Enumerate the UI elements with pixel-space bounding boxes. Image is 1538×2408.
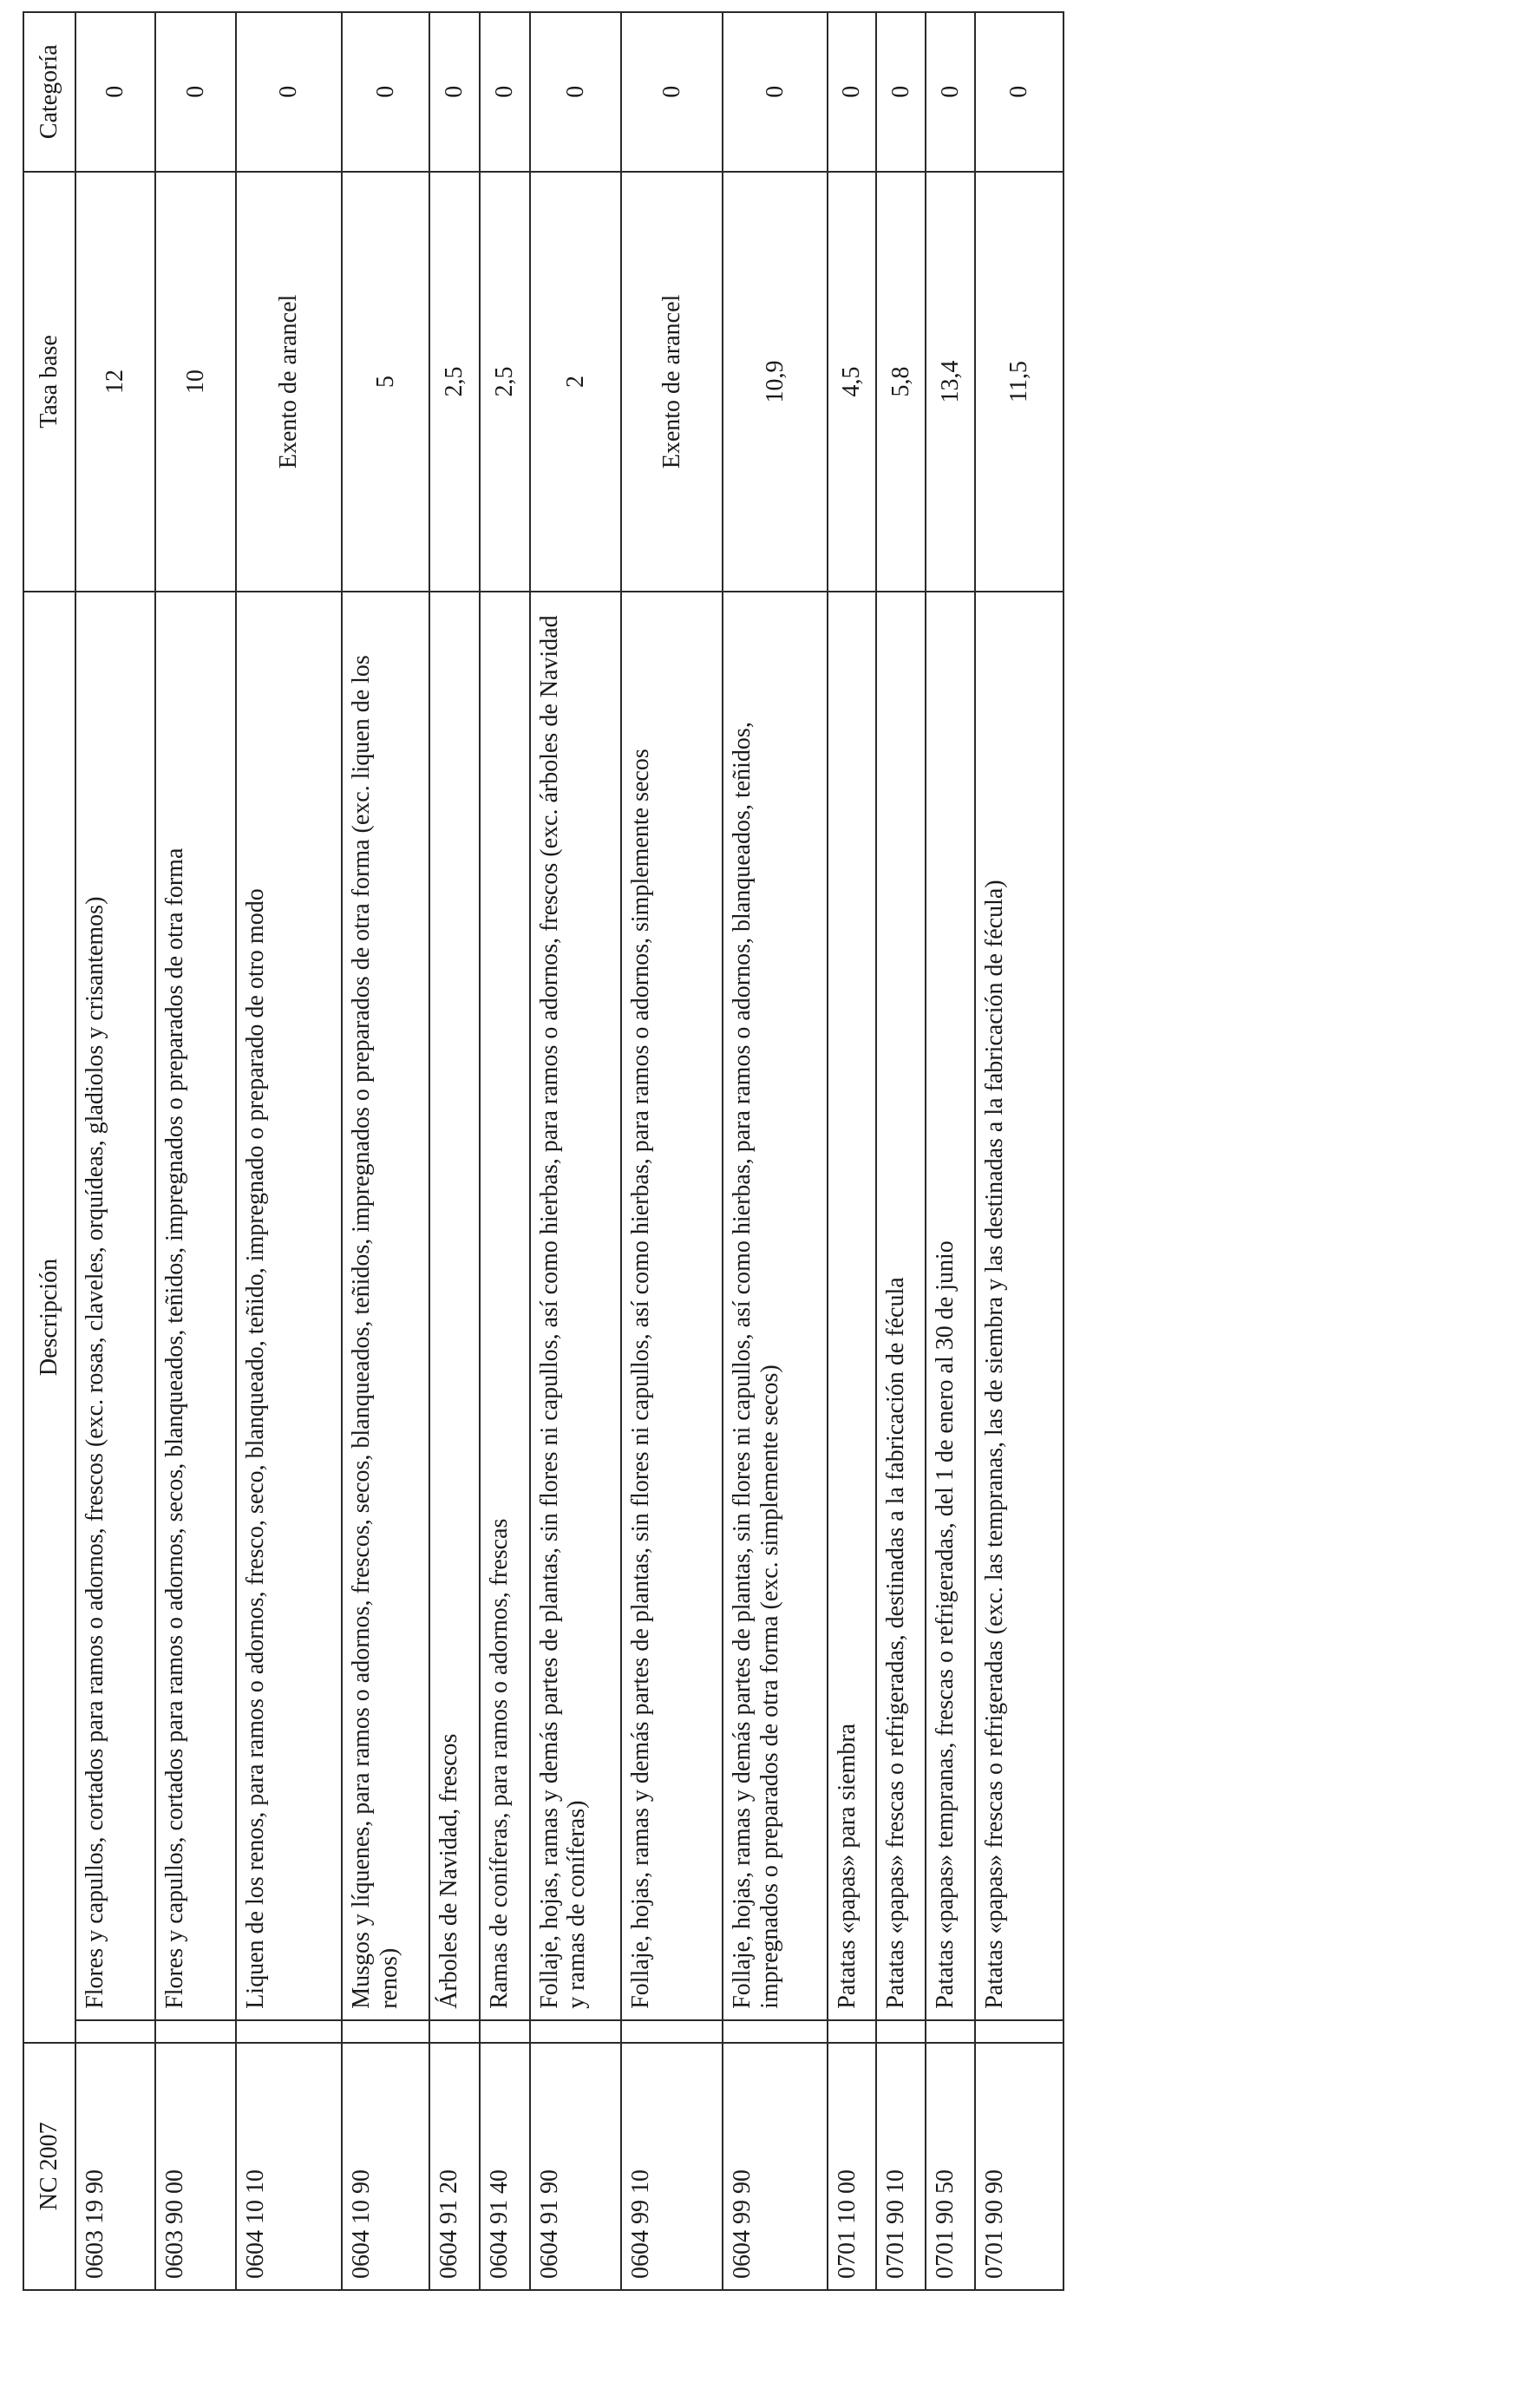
category: 0: [876, 12, 926, 172]
narrow-cell: [236, 2020, 343, 2043]
table-row: [236, 12, 343, 2290]
base-rate: 12: [75, 172, 155, 592]
narrow-cell: [723, 2020, 827, 2043]
description: Follaje, hojas, ramas y demás partes de plantas, sin flores ni capullos, así como hierbas, para ramos o adornos, blanqueados, teñidos, impregnados o preparados de otra forma (exc. simplemente secos): [723, 592, 827, 2019]
category: 0: [75, 12, 155, 172]
description: Patatas «papas» frescas o refrigeradas, destinadas a la fabricación de fécula: [876, 592, 926, 2019]
description: Flores y capullos, cortados para ramos o adornos, secos, blanqueados, teñidos, impregnados o preparados de otra forma: [155, 592, 236, 2019]
nc-code: 0604 99 10: [621, 2043, 723, 2290]
nc-code: 0604 91 40: [480, 2043, 530, 2290]
base-rate: 10,9: [723, 172, 827, 592]
header-nc: NC 2007: [23, 2043, 75, 2290]
table-row: [876, 12, 926, 2290]
description: Musgos y líquenes, para ramos o adornos, frescos, secos, blanqueados, teñidos, impregnados o preparados de otra forma (exc. liquen de los renos): [342, 592, 429, 2019]
narrow-cell: [429, 2020, 480, 2043]
table-row: [723, 12, 827, 2290]
category: 0: [828, 12, 877, 172]
narrow-cell: [621, 2020, 723, 2043]
table-row: [429, 12, 480, 2290]
nc-code: 0604 91 20: [429, 2043, 480, 2290]
header-rate: Tasa base: [23, 172, 75, 592]
tariff-table: [23, 11, 1064, 2291]
base-rate: Exento de arancel: [236, 172, 343, 592]
nc-code: 0701 90 90: [975, 2043, 1064, 2290]
narrow-cell: [926, 2020, 975, 2043]
narrow-cell: [530, 2020, 621, 2043]
narrow-cell: [342, 2020, 429, 2043]
table-row: [828, 12, 877, 2290]
base-rate: 2,5: [429, 172, 480, 592]
base-rate: Exento de arancel: [621, 172, 723, 592]
base-rate: 4,5: [828, 172, 877, 592]
table-row: [342, 12, 429, 2290]
base-rate: 10: [155, 172, 236, 592]
category: 0: [480, 12, 530, 172]
narrow-cell: [75, 2020, 155, 2043]
description: Follaje, hojas, ramas y demás partes de plantas, sin flores ni capullos, así como hierbas, para ramos o adornos, simplemente secos: [621, 592, 723, 2019]
category: 0: [530, 12, 621, 172]
base-rate: 5,8: [876, 172, 926, 592]
narrow-cell: [155, 2020, 236, 2043]
table-header-row: [23, 12, 75, 2290]
category: 0: [236, 12, 343, 172]
nc-code: 0701 90 10: [876, 2043, 926, 2290]
nc-code: 0604 10 10: [236, 2043, 343, 2290]
description: Patatas «papas» para siembra: [828, 592, 877, 2019]
nc-code: 0701 10 00: [828, 2043, 877, 2290]
narrow-cell: [876, 2020, 926, 2043]
category: 0: [975, 12, 1064, 172]
base-rate: 2,5: [480, 172, 530, 592]
category: 0: [342, 12, 429, 172]
description: Patatas «papas» frescas o refrigeradas (exc. las tempranas, las de siembra y las destinadas a la fabricación de fécula): [975, 592, 1064, 2019]
category: 0: [155, 12, 236, 172]
table-row: [75, 12, 155, 2290]
table-row: [975, 12, 1064, 2290]
table-row: [480, 12, 530, 2290]
narrow-cell: [828, 2020, 877, 2043]
header-category: Categoría: [23, 12, 75, 172]
narrow-cell: [975, 2020, 1064, 2043]
category: 0: [926, 12, 975, 172]
nc-code: 0603 90 00: [155, 2043, 236, 2290]
base-rate: 2: [530, 172, 621, 592]
description: Ramas de coníferas, para ramos o adornos, frescas: [480, 592, 530, 2019]
description: Follaje, hojas, ramas y demás partes de plantas, sin flores ni capullos, así como hierbas, para ramos o adornos, frescos (exc. árboles de Navidad y ramas de coníferas): [530, 592, 621, 2019]
table-row: [155, 12, 236, 2290]
nc-code: 0604 91 90: [530, 2043, 621, 2290]
header-description: Descripción: [23, 592, 75, 2042]
table-row: [621, 12, 723, 2290]
description: Patatas «papas» tempranas, frescas o refrigeradas, del 1 de enero al 30 de junio: [926, 592, 975, 2019]
description: Liquen de los renos, para ramos o adornos, fresco, seco, blanqueado, teñido, impregnado o preparado de otro modo: [236, 592, 343, 2019]
category: 0: [723, 12, 827, 172]
category: 0: [429, 12, 480, 172]
table-row: [530, 12, 621, 2290]
base-rate: 5: [342, 172, 429, 592]
base-rate: 11,5: [975, 172, 1064, 592]
description: Árboles de Navidad, frescos: [429, 592, 480, 2019]
nc-code: 0604 99 90: [723, 2043, 827, 2290]
base-rate: 13,4: [926, 172, 975, 592]
table-row: [926, 12, 975, 2290]
nc-code: 0603 19 90: [75, 2043, 155, 2290]
narrow-cell: [480, 2020, 530, 2043]
description: Flores y capullos, cortados para ramos o adornos, frescos (exc. rosas, claveles, orquídeas, gladiolos y crisantemos): [75, 592, 155, 2019]
nc-code: 0604 10 90: [342, 2043, 429, 2290]
category: 0: [621, 12, 723, 172]
nc-code: 0701 90 50: [926, 2043, 975, 2290]
